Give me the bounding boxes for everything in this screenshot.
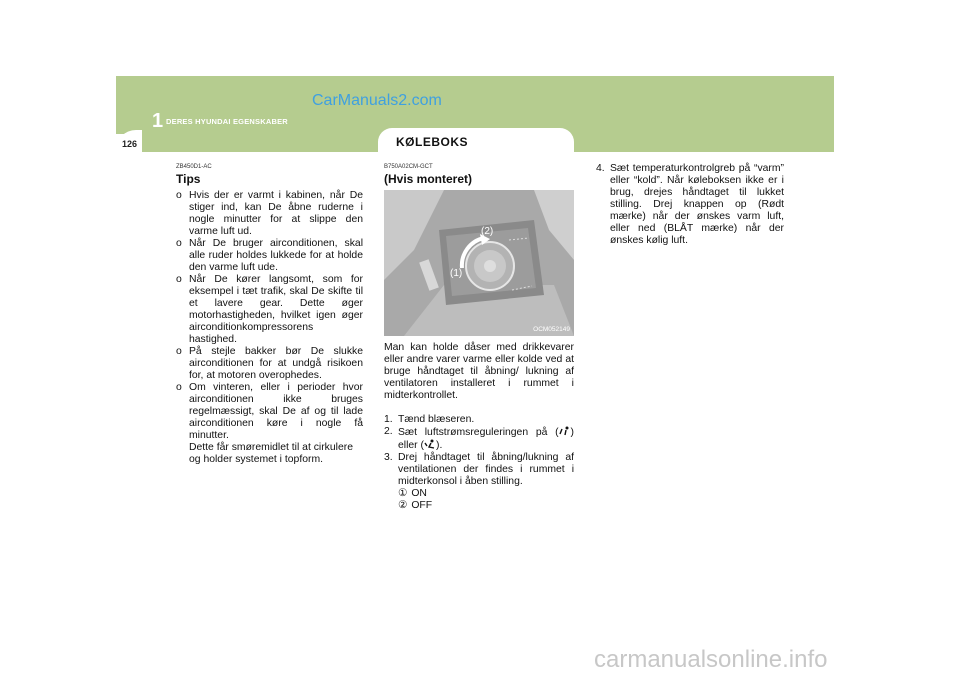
list-item [384,426,574,452]
step-text: Sæt temperaturkontrolgreb på “varm” eller “kold”. Når køleboksen ikke er i brug, drejes håndtaget til lukket stilling. Drej knappen op (Rødt mærke) når der ønskes varm luft, eller ned (BLÅT mærke) når der ønskes kølig luft. [610,163,784,246]
page-number: 126 [122,139,138,149]
coolbox-code: B750A02CM-GCT [384,164,433,170]
list-item [176,190,363,238]
bullet-mark: o [176,190,182,201]
figure-label-2: (2) [481,226,494,237]
list-item [596,163,784,247]
step-text: ). [435,440,443,451]
figure-label-1: (1) [450,268,463,279]
step-text: ) eller ( [398,427,574,451]
list-item-note: Dette får smøremidlet til at cirkulere og holder systemet i topform. [189,442,353,465]
list-item [384,414,574,426]
tips-heading: Tips [176,172,201,186]
step-number: 3. [384,452,393,463]
step-number: 1. [384,414,393,425]
watermark-link[interactable]: CarManuals2.com [312,92,442,109]
coolbox-figure [384,190,574,336]
step4-column [596,163,784,247]
step-text: Drej håndtaget til åbning/lukning af ventilationen der findes i rummet i midterkonsol i åben stilling. [398,452,574,487]
tips-code: ZB450D1-AC [176,164,212,170]
footer-watermark[interactable]: carmanualsonline.info [594,646,828,673]
coolbox-heading: (Hvis monteret) [384,172,473,186]
step-number: 2. [384,426,393,437]
bullet-mark: o [176,274,182,285]
list-item-text: Hvis der er varmt i kabinen, når De stiger ind, kan De åbne ruderne i nogle minutter for at slippe den varme luft ud. [189,190,363,237]
tips-column [176,164,363,466]
step-text: Sæt luftstrømsreguleringen på ( [398,427,559,438]
list-item [176,346,363,382]
list-item [176,238,363,274]
console-illustration [384,190,574,336]
position-mark: ① [398,488,408,499]
list-item-text: På stejle bakker bør De slukke airconditionen for at undgå risikoen for, at motoren overophedes. [189,346,363,381]
list-item [396,500,574,512]
airflow-face-icon [559,426,571,436]
tips-list [176,190,363,466]
airflow-bilevel-icon [424,439,436,449]
list-item [384,452,574,488]
position-label: OFF [411,500,433,511]
position-mark: ② [398,500,408,511]
list-item-text: Om vinteren, eller i perioder hvor airconditionen ikke bruges regelmæssigt, skal De af og til lade airconditionen køre i nogle få minutter. [189,382,363,441]
figure-code: OCM052149 [533,326,570,333]
coolbox-column [384,164,574,512]
section-title: KØLEBOKS [396,135,469,149]
list-item [176,382,363,466]
list-item-text: Når De kører langsomt, som for eksempel i tæt trafik, skal De skifte til et lavere gear. Dette øger motorhastigheden, hvilket igen øger airconditionkompressorens hastighed. [189,274,363,345]
step-text: Tænd blæseren. [398,414,475,425]
bullet-mark: o [176,382,182,393]
coolbox-intro: Man kan holde dåser med drikkevarer eller andre varer varme eller kolde ved at bruge håndtaget til åbning/ lukning af ventilatoren installeret i rummet i midterkontrollet. [384,342,574,401]
position-list [384,488,574,512]
coolbox-steps [384,414,574,488]
position-label: ON [411,488,427,499]
list-item [176,274,363,346]
step-number: 4. [596,163,605,174]
chapter-number: 1 [152,110,164,132]
list-item [396,488,574,500]
chapter-title: DERES HYUNDAI EGENSKABER [166,117,288,126]
bullet-mark: o [176,238,182,249]
bullet-mark: o [176,346,182,357]
list-item-text: Når De bruger airconditionen, skal alle ruder holdes lukkede for at holde den varme luft ude. [189,238,363,273]
